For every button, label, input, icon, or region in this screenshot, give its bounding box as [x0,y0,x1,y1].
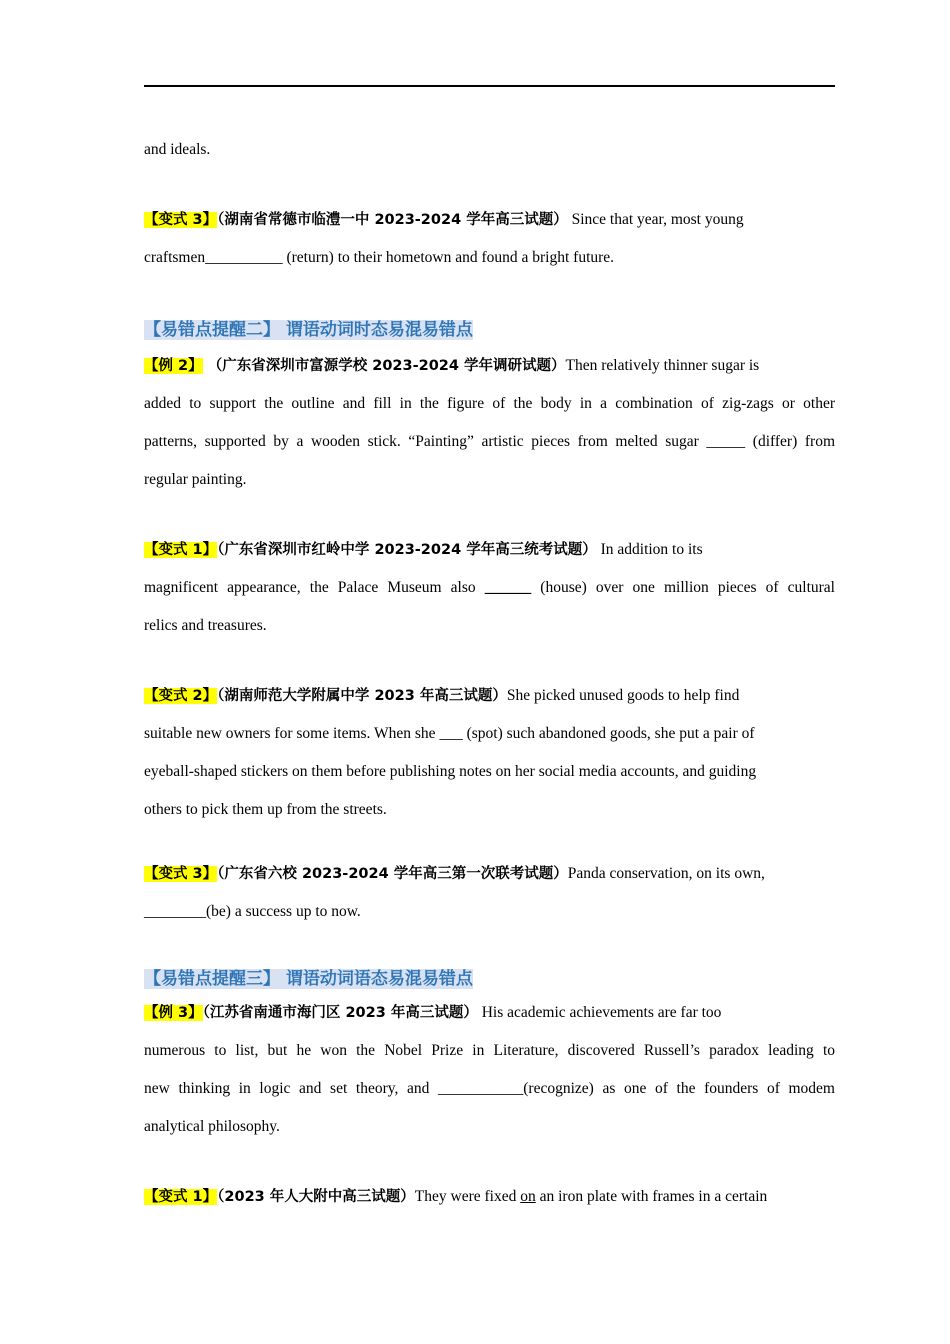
exercise-source: （江苏省南通市海门区 2023 年高三试题） [202,1005,478,1021]
exercise-source: （广东省深圳市富源学校 2023-2024 学年调研试题） [202,358,566,374]
exercise-line: patterns, supported by a wooden stick. “Painting” artistic pieces from melted sugar _____ (differ) from [144,433,835,450]
exercise-line: added to support the outline and fill in the figure of the body in a combination of zig-zags or other [144,395,835,412]
exercise-line: magnificent appearance, the Palace Museum also ______ (house) over one million pieces of cultural [144,579,835,596]
exercise-line: analytical philosophy. [144,1118,280,1135]
section-heading-2: 【易错点提醒二】 谓语动词时态易混易错点 [144,320,473,340]
exercise-tag: 【例 3】 [144,1005,203,1021]
exercise-line: numerous to list, but he won the Nobel Prize in Literature, discovered Russell’s paradox leading to [144,1042,835,1059]
exercise-line: craftsmen__________ (return) to their hometown and found a bright future. [144,249,615,266]
exercise-variant-1a: 【变式 1】（广东省深圳市红岭中学 2023-2024 学年高三统考试题） In addition to its [144,541,703,558]
section-heading-3: 【易错点提醒三】 谓语动词语态易混易错点 [144,969,473,989]
exercise-line: eyeball-shaped stickers on them before publishing notes on her social media accounts, and guiding [144,763,757,780]
answer-blank: ______ [484,579,532,596]
exercise-source: （广东省六校 2023-2024 学年高三第一次联考试题） [217,866,568,882]
underlined-word: on [520,1188,536,1205]
exercise-tag: 【变式 1】 [144,1189,218,1205]
exercise-variant-1b: 【变式 1】（2023 年人大附中高三试题）They were fixed on an iron plate with frames in a certain [144,1188,768,1205]
answer-blank: ___________ [438,1080,524,1097]
exercise-source: （湖南师范大学附属中学 2023 年高三试题） [217,688,507,704]
example-2: 【例 2】 （广东省深圳市富源学校 2023-2024 学年调研试题）Then relatively thinner sugar is [144,357,760,374]
paragraph-continuation: and ideals. [144,141,211,158]
exercise-source: （广东省深圳市红岭中学 2023-2024 学年高三统考试题） [217,542,597,558]
exercise-line: ________(be) a success up to now. [144,903,361,920]
exercise-tag: 【变式 3】 [144,212,218,228]
exercise-tag: 【变式 3】 [144,866,218,882]
header-rule [144,85,835,87]
exercise-source: （湖南省常德市临澧一中 2023-2024 学年高三试题） [217,212,568,228]
exercise-line: others to pick them up from the streets. [144,801,387,818]
exercise-variant-3a: 【变式 3】（湖南省常德市临澧一中 2023-2024 学年高三试题） Since that year, most young [144,211,744,228]
exercise-variant-3b: 【变式 3】（广东省六校 2023-2024 学年高三第一次联考试题）Panda conservation, on its own, [144,865,765,882]
exercise-tag: 【变式 1】 [144,542,218,558]
exercise-line: regular painting. [144,471,247,488]
exercise-line: suitable new owners for some items. When she ___ (spot) such abandoned goods, she put a pair of [144,725,755,742]
exercise-variant-2a: 【变式 2】（湖南师范大学附属中学 2023 年高三试题）She picked unused goods to help find [144,687,740,704]
exercise-line: new thinking in logic and set theory, and ___________(recognize) as one of the founders of modem [144,1080,835,1097]
exercise-line: relics and treasures. [144,617,267,634]
example-3: 【例 3】（江苏省南通市海门区 2023 年高三试题） His academic achievements are far too [144,1004,722,1021]
exercise-tag: 【例 2】 [144,358,203,374]
exercise-tag: 【变式 2】 [144,688,218,704]
exercise-source: （2023 年人大附中高三试题） [217,1189,415,1205]
